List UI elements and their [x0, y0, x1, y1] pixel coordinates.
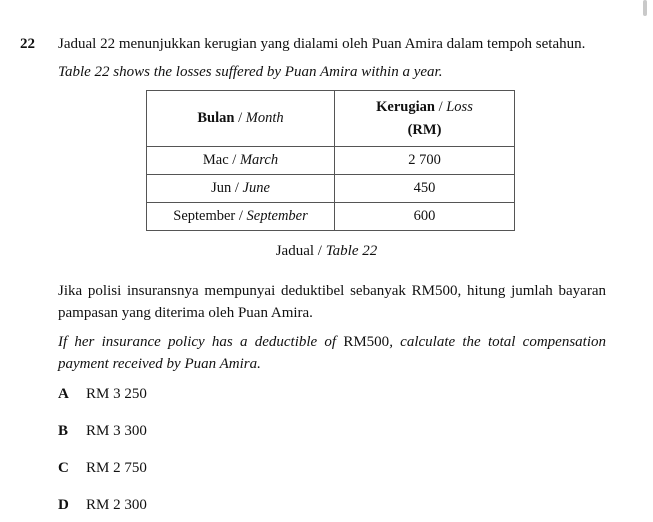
option-letter: D: [58, 497, 69, 513]
header-sep: /: [434, 98, 447, 115]
month-sep: /: [235, 208, 247, 224]
loss-cell: 450: [335, 175, 515, 203]
option-d[interactable]: [58, 497, 147, 514]
question-number: 22: [20, 36, 35, 52]
table-row: [147, 203, 515, 231]
table-row: [147, 175, 515, 203]
table-row: [147, 147, 515, 175]
caption-en: Table 22: [325, 243, 378, 259]
question-text-malay: Jadual 22 menunjukkan kerugian yang dialami oleh Puan Amira dalam tempoh setahun.: [58, 36, 586, 52]
caption-sep: /: [314, 243, 326, 259]
table-header-row: [147, 91, 515, 147]
option-letter: C: [58, 460, 69, 476]
option-c[interactable]: [58, 460, 147, 477]
option-text: RM 2 750: [86, 460, 147, 476]
header-month-ms: Bulan: [197, 110, 235, 126]
month-ms: Jun: [211, 180, 232, 196]
option-letter: A: [58, 386, 69, 402]
header-loss-en: Loss: [446, 98, 473, 115]
loss-cell: 2 700: [335, 147, 515, 175]
header-sep: /: [234, 110, 246, 126]
instruction-english: [58, 331, 606, 375]
instruction-en-before: If her insurance policy has a deductible of: [58, 334, 344, 350]
month-ms: Mac: [202, 152, 229, 168]
header-month: [147, 91, 335, 147]
month-sep: /: [228, 152, 240, 168]
month-cell: [147, 175, 335, 203]
table-caption: [0, 243, 653, 260]
month-en: June: [242, 180, 270, 196]
month-cell: [147, 147, 335, 175]
header-month-en: Month: [245, 110, 284, 126]
scrollbar-thumb[interactable]: [643, 0, 647, 16]
month-sep: /: [231, 180, 243, 196]
month-cell: [147, 203, 335, 231]
month-en: September: [246, 208, 308, 224]
option-text: RM 3 300: [86, 423, 147, 439]
instruction-en-amount: RM500: [343, 334, 390, 350]
question-text-english: Table 22 shows the losses suffered by Puan Amira within a year.: [58, 64, 443, 80]
option-a[interactable]: [58, 386, 147, 403]
header-loss-ms: Kerugian: [376, 98, 435, 115]
month-ms: September: [173, 208, 236, 224]
option-b[interactable]: [58, 423, 147, 440]
caption-ms: Jadual: [275, 243, 315, 259]
option-text: RM 2 300: [86, 497, 147, 513]
instruction-en-after: , calculate the total compensation payment received by Puan Amira.: [58, 334, 607, 372]
instruction-malay: Jika polisi insuransnya mempunyai deduktibel sebanyak RM500, hitung jumlah bayaran pampasan yang diterima oleh Puan Amira.: [58, 283, 606, 321]
loss-table: [146, 90, 515, 231]
option-text: RM 3 250: [86, 386, 147, 402]
header-loss: [335, 91, 515, 147]
header-loss-unit: (RM): [407, 121, 442, 138]
month-en: March: [239, 152, 279, 168]
option-letter: B: [58, 423, 69, 439]
loss-cell: 600: [335, 203, 515, 231]
